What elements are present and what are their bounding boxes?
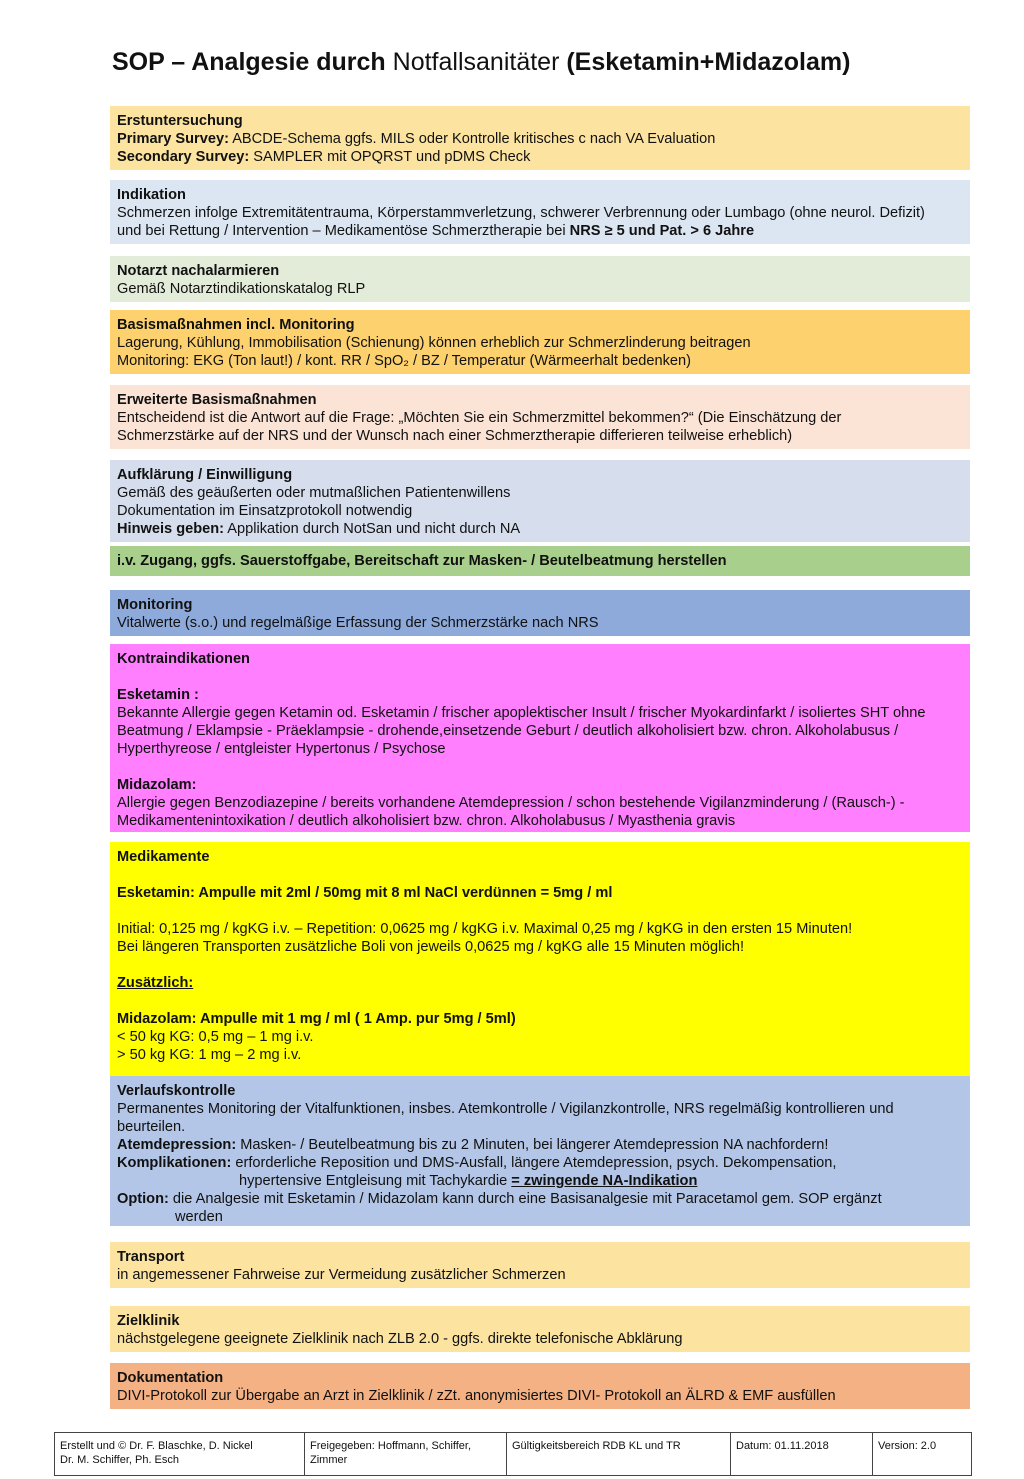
title-main: SOP – Analgesie durch bbox=[112, 48, 393, 76]
footer-text: Erstellt und © Dr. F. Blaschke, D. Nickel bbox=[60, 1440, 253, 1452]
label: Atemdepression: bbox=[117, 1137, 237, 1153]
section-transport bbox=[110, 1242, 970, 1288]
text-line: Schmerzen infolge Extremitätentrauma, Körperstammverletzung, schwerer Verbrennung oder Lumbago (ohne neurol. Defizit) bbox=[117, 205, 925, 221]
text-bold: = zwingende NA-Indikation bbox=[511, 1173, 698, 1189]
text-line: Permanentes Monitoring der Vitalfunktionen, insbes. Atemkontrolle / Vigilanzkontrolle, NRS regelmäßig kontrollieren und bbox=[117, 1101, 894, 1117]
section-iv-zugang bbox=[110, 546, 970, 576]
text-bold: NRS ≥ 5 und Pat. > 6 Jahre bbox=[569, 223, 755, 239]
subheading-midazolam: Midazolam: bbox=[117, 777, 197, 793]
text: die Analgesie mit Esketamin / Midazolam kann durch eine Basisanalgesie mit Paracetamol gem. SOP ergänzt bbox=[168, 1191, 882, 1207]
document-footer bbox=[54, 1432, 972, 1476]
text: und bei Rettung / Intervention – Medikamentöse Schmerztherapie bei bbox=[117, 223, 570, 239]
text-line: in angemessener Fahrweise zur Vermeidung zusätzlicher Schmerzen bbox=[117, 1267, 566, 1283]
section-notarzt bbox=[110, 256, 970, 302]
section-dokumentation bbox=[110, 1363, 970, 1409]
text-line: Bekannte Allergie gegen Ketamin od. Esketamin / frischer apoplektischer Insult / frischer Myokardinfarkt / isoliertes SHT ohne bbox=[117, 705, 926, 721]
footer-authors bbox=[55, 1433, 305, 1475]
text-line: DIVI-Protokoll zur Übergabe an Arzt in Zielklinik / zZt. anonymisiertes DIVI- Protokoll an ÄLRD & EMF ausfüllen bbox=[117, 1388, 836, 1404]
text: SAMPLER mit OPQRST und pDMS Check bbox=[249, 149, 531, 165]
label: Primary Survey: bbox=[117, 131, 229, 147]
section-heading: Monitoring bbox=[117, 597, 193, 613]
text: hypertensive Entgleisung mit Tachykardie bbox=[239, 1173, 512, 1189]
text-line: < 50 kg KG: 0,5 mg – 1 mg i.v. bbox=[117, 1029, 314, 1045]
section-heading: Basismaßnahmen incl. Monitoring bbox=[117, 317, 355, 333]
midazolam-ampoule: Midazolam: Ampulle mit 1 mg / ml ( 1 Amp. pur 5mg / 5ml) bbox=[117, 1011, 516, 1027]
section-heading: Notarzt nachalarmieren bbox=[117, 263, 280, 279]
zusaetzlich-label: Zusätzlich: bbox=[117, 975, 194, 991]
text-line: Medikamentenintoxikation / deutlich alkoholisiert bzw. chron. Alkoholabusus / Myasthenia gravis bbox=[117, 813, 736, 829]
subheading-esketamin: Esketamin : bbox=[117, 687, 199, 703]
text-line: Bei längeren Transporten zusätzliche Boli von jeweils 0,0625 mg / kgKG alle 15 Minuten möglich! bbox=[117, 939, 745, 955]
section-medikamente bbox=[110, 842, 970, 1076]
section-verlaufskontrolle bbox=[110, 1076, 970, 1226]
text-line: Gemäß Notarztindikationskatalog RLP bbox=[117, 281, 366, 297]
text: Applikation durch NotSan und nicht durch NA bbox=[224, 521, 521, 537]
section-kontraindikationen bbox=[110, 644, 970, 832]
text: Masken- / Beutelbeatmung bis zu 2 Minuten, bei längerer Atemdepression NA nachfordern! bbox=[236, 1137, 829, 1153]
section-heading: Transport bbox=[117, 1249, 185, 1265]
label: Option: bbox=[117, 1191, 169, 1207]
text-line: Initial: 0,125 mg / kgKG i.v. – Repetition: 0,0625 mg / kgKG i.v. Maximal 0,25 mg / kgKG in den ersten 15 Minuten! bbox=[117, 921, 853, 937]
section-heading: Erstuntersuchung bbox=[117, 113, 243, 129]
footer-released bbox=[305, 1433, 507, 1475]
section-heading: Verlaufskontrolle bbox=[117, 1083, 236, 1099]
label: Secondary Survey: bbox=[117, 149, 250, 165]
footer-scope bbox=[507, 1433, 731, 1475]
text-line: Entscheidend ist die Antwort auf die Frage: „Möchten Sie ein Schmerzmittel bekommen?“ (Die Einschätzung der bbox=[117, 410, 842, 426]
section-heading: i.v. Zugang, ggfs. Sauerstoffgabe, Bereitschaft zur Masken- / Beutelbeatmung herstellen bbox=[117, 553, 727, 569]
text: erforderliche Reposition und DMS-Ausfall, längere Atemdepression, psych. Dekompensation, bbox=[231, 1155, 837, 1171]
title-rest: (Esketamin+Midazolam) bbox=[559, 48, 851, 76]
text-line bbox=[117, 222, 963, 240]
footer-date bbox=[731, 1433, 873, 1475]
section-heading: Kontraindikationen bbox=[117, 651, 250, 667]
text-line: > 50 kg KG: 1 mg – 2 mg i.v. bbox=[117, 1047, 302, 1063]
text-line: Beatmung / Eklampsie - Präeklampsie - drohende,einsetzende Geburt / deutlich alkoholisiert bzw. chron. Alkoholabusus / bbox=[117, 723, 899, 739]
section-heading: Zielklinik bbox=[117, 1313, 180, 1329]
text-line: Allergie gegen Benzodiazepine / bereits vorhandene Atemdepression / schon bestehende Vigilanzminderung / (Rausch-) - bbox=[117, 795, 905, 811]
text-line bbox=[117, 520, 963, 538]
section-erstuntersuchung bbox=[110, 106, 970, 170]
secondary-survey bbox=[117, 148, 963, 166]
text-line: Schmerzstärke auf der NRS und der Wunsch nach einer Schmerztherapie differieren teilweise erheblich) bbox=[117, 428, 793, 444]
footer-text: Zimmer bbox=[310, 1454, 348, 1466]
text-line: Monitoring: EKG (Ton laut!) / kont. RR / SpO₂ / BZ / Temperatur (Wärmeerhalt bedenken) bbox=[117, 353, 691, 369]
label: Komplikationen: bbox=[117, 1155, 232, 1171]
footer-text: Gültigkeitsbereich RDB KL und TR bbox=[512, 1440, 681, 1452]
section-aufklaerung bbox=[110, 460, 970, 542]
label: Hinweis geben: bbox=[117, 521, 225, 537]
primary-survey bbox=[117, 130, 963, 148]
text-line bbox=[117, 1154, 963, 1172]
section-monitoring bbox=[110, 590, 970, 636]
esketamin-dilution: Esketamin: Ampulle mit 2ml / 50mg mit 8 ml NaCl verdünnen = 5mg / ml bbox=[117, 885, 613, 901]
section-basismassnahmen bbox=[110, 310, 970, 374]
text-line: Gemäß des geäußerten oder mutmaßlichen Patientenwillens bbox=[117, 485, 511, 501]
text-line: Dokumentation im Einsatzprotokoll notwendig bbox=[117, 503, 413, 519]
footer-version bbox=[873, 1433, 971, 1475]
footer-text: Datum: 01.11.2018 bbox=[736, 1440, 829, 1452]
section-heading: Dokumentation bbox=[117, 1370, 224, 1386]
text-line: Lagerung, Kühlung, Immobilisation (Schienung) können erheblich zur Schmerzlinderung beitragen bbox=[117, 335, 751, 351]
text-line: nächstgelegene geeignete Zielklinik nach ZLB 2.0 - ggfs. direkte telefonische Abklärung bbox=[117, 1331, 683, 1347]
footer-text: Freigegeben: Hoffmann, Schiffer, bbox=[310, 1440, 472, 1452]
text-line bbox=[117, 1172, 963, 1190]
footer-text: Version: 2.0 bbox=[878, 1440, 937, 1452]
footer-text: Dr. M. Schiffer, Ph. Esch bbox=[60, 1454, 180, 1466]
text: ABCDE-Schema ggfs. MILS oder Kontrolle kritisches c nach VA Evaluation bbox=[228, 131, 716, 147]
page-title bbox=[112, 48, 850, 77]
section-heading: Aufklärung / Einwilligung bbox=[117, 467, 293, 483]
title-thin: Notfallsanitäter bbox=[392, 48, 560, 76]
section-heading: Erweiterte Basismaßnahmen bbox=[117, 392, 317, 408]
section-heading: Indikation bbox=[117, 187, 186, 203]
text-line: beurteilen. bbox=[117, 1119, 186, 1135]
text-line bbox=[117, 1136, 963, 1154]
text-line: Vitalwerte (s.o.) und regelmäßige Erfassung der Schmerzstärke nach NRS bbox=[117, 615, 599, 631]
text-line bbox=[117, 1190, 963, 1208]
section-heading: Medikamente bbox=[117, 849, 210, 865]
text-line: werden bbox=[175, 1209, 223, 1225]
section-zielklinik bbox=[110, 1306, 970, 1352]
section-indikation bbox=[110, 180, 970, 244]
section-erweiterte-basismassnahmen bbox=[110, 385, 970, 449]
text-line: Hyperthyreose / entgleister Hypertonus / Psychose bbox=[117, 741, 446, 757]
